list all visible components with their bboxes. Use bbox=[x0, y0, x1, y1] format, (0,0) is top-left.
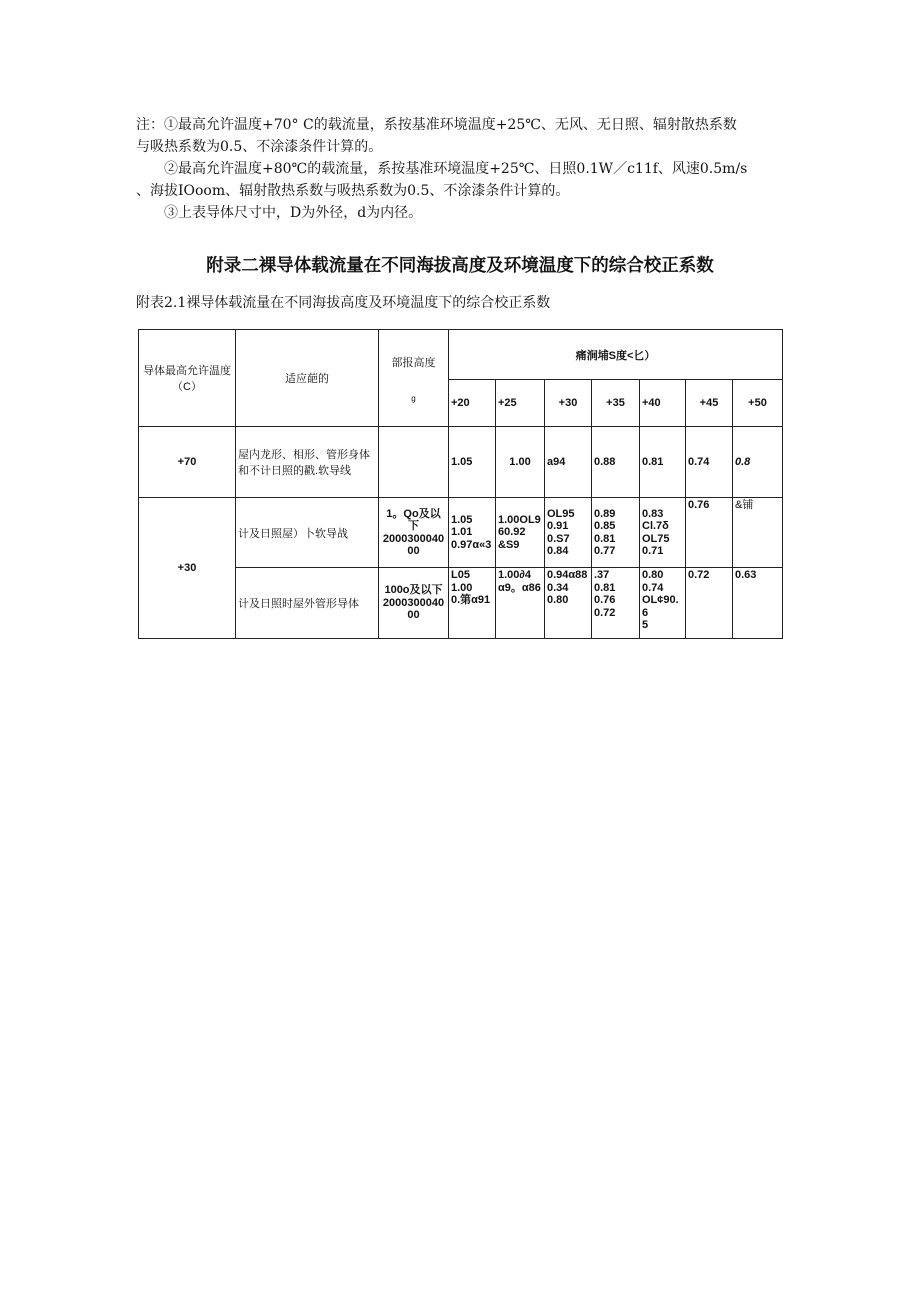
value-cell bbox=[686, 427, 733, 498]
value-cell bbox=[592, 568, 640, 639]
row-scope: 计及日照时屋外管形导体 bbox=[236, 568, 379, 639]
value-cell bbox=[449, 498, 496, 568]
value-line: 1.00 bbox=[451, 581, 473, 594]
value-line: 0.80 bbox=[547, 594, 569, 606]
value-line: 0.89 bbox=[594, 507, 616, 520]
value-line: 0.76 bbox=[688, 499, 710, 511]
value-cell bbox=[640, 427, 686, 498]
value-cell bbox=[545, 427, 592, 498]
value-line: 0.8 bbox=[735, 455, 751, 468]
value-cell bbox=[545, 498, 592, 568]
note-1-line-1: 注：①最高允许温度+70° C的载流量，系按基准环境温度+25℃、无风、无日照、辐射散热系数 bbox=[136, 117, 737, 133]
value-line: 0.74 bbox=[688, 455, 710, 468]
value-cell bbox=[449, 427, 496, 498]
header-env-temp: +50 bbox=[733, 380, 783, 427]
value-cell bbox=[686, 498, 733, 568]
header-altitude bbox=[379, 330, 449, 427]
value-cell bbox=[592, 427, 640, 498]
value-cell bbox=[496, 498, 545, 568]
value-line: 1.00OL9 bbox=[498, 513, 541, 526]
value-line: 0.72 bbox=[688, 569, 710, 581]
row-max-temp: +30 bbox=[139, 498, 236, 639]
value-line: 0.85 bbox=[594, 520, 616, 532]
note-1-line-2: 与吸热系数为0.5、不涂漆条件计算的。 bbox=[136, 139, 383, 155]
header-scope: 适应葩的 bbox=[236, 330, 379, 427]
value-line: 0.第α91 bbox=[451, 594, 491, 606]
value-line: 0.91 bbox=[547, 520, 569, 532]
value-line: OL75 bbox=[642, 532, 670, 545]
notes-block bbox=[136, 114, 786, 224]
header-env-temp: +25 bbox=[496, 380, 545, 427]
header-env-temp: +45 bbox=[686, 380, 733, 427]
value-line: 0.97α«3 bbox=[451, 538, 492, 551]
value-line: 0.81 bbox=[594, 581, 616, 594]
value-line: α9。α86 bbox=[498, 581, 541, 594]
value-line: 0.81 bbox=[594, 532, 616, 545]
altitude-line: 100o及以下 bbox=[384, 584, 443, 597]
value-cell bbox=[640, 568, 686, 639]
row-scope: 计及日照屋）卜软导战 bbox=[236, 498, 379, 568]
note-3: ③上表导体尺寸中，D为外径，d为内径。 bbox=[164, 205, 423, 221]
row-max-temp: +70 bbox=[139, 427, 236, 498]
value-line: 0.63 bbox=[735, 569, 757, 581]
header-env-temp: +30 bbox=[545, 380, 592, 427]
value-line: 60.92 bbox=[498, 526, 526, 539]
value-line: &铺 bbox=[735, 499, 754, 511]
altitude-line: 00 bbox=[407, 545, 420, 557]
value-line: 0.S7 bbox=[547, 532, 570, 545]
value-line: OL¢90.6 bbox=[642, 594, 679, 619]
altitude-line: 00 bbox=[407, 609, 420, 622]
header-altitude-label: 部报高度 bbox=[391, 356, 436, 369]
value-line: 1.05 bbox=[451, 455, 473, 468]
value-line: 0.84 bbox=[547, 545, 569, 557]
value-line: 0.34 bbox=[547, 581, 569, 594]
note-2-line-1: ②最高允许温度+80℃的载流量，系按基准环境温度+25℃、日照0.1W／c11f、风速0.5m/s bbox=[164, 161, 748, 177]
value-cell bbox=[733, 427, 783, 498]
value-line: 1.05 bbox=[451, 513, 473, 526]
value-line: OL95 bbox=[547, 507, 575, 520]
value-cell bbox=[545, 568, 592, 639]
value-cell bbox=[496, 427, 545, 498]
value-cell bbox=[449, 568, 496, 639]
value-line: 0.81 bbox=[642, 455, 664, 468]
value-line: 0.80 bbox=[642, 569, 664, 581]
value-cell bbox=[733, 568, 783, 639]
value-line: 1.00∂4 bbox=[498, 569, 531, 581]
header-env-temp: +40 bbox=[640, 380, 686, 427]
value-line: 0.72 bbox=[594, 606, 616, 619]
value-line: .37 bbox=[594, 569, 610, 581]
value-cell bbox=[686, 568, 733, 639]
header-conductor-temp: 导体最高允许温度（C） bbox=[139, 330, 236, 427]
row-altitude bbox=[379, 427, 449, 498]
value-line: L05 bbox=[451, 569, 470, 581]
value-line: 1.00 bbox=[509, 455, 531, 468]
altitude-line: 1。Qo及以下 bbox=[386, 507, 441, 532]
value-cell bbox=[592, 498, 640, 568]
value-line: 0.88 bbox=[594, 455, 616, 468]
row-scope: 屋内龙形、相形、管形身体和不计日照的戳.软导线 bbox=[236, 427, 379, 498]
value-cell bbox=[733, 498, 783, 568]
value-line: 0.83 bbox=[642, 507, 664, 520]
header-env-temp: +20 bbox=[449, 380, 496, 427]
value-cell bbox=[496, 568, 545, 639]
value-line: a94 bbox=[547, 455, 566, 468]
correction-table bbox=[138, 329, 783, 639]
value-cell bbox=[640, 498, 686, 568]
value-line: 0.76 bbox=[594, 594, 616, 606]
row-altitude bbox=[379, 498, 449, 568]
value-line: Cl.7δ bbox=[642, 520, 669, 532]
value-line: 0.71 bbox=[642, 545, 664, 557]
value-line: 0.74 bbox=[642, 581, 664, 594]
table-caption: 附表2.1裸导体载流量在不同海拔高度及环境温度下的综合校正系数 bbox=[136, 295, 551, 311]
altitude-line: 2000300040 bbox=[382, 532, 445, 545]
value-line: 0.77 bbox=[594, 545, 616, 557]
header-altitude-unit: g bbox=[411, 393, 416, 403]
header-env-temp-group: 痛涧埔S度<匕） bbox=[449, 330, 783, 380]
value-line: 0.94α88 bbox=[547, 569, 588, 581]
header-env-temp: +35 bbox=[592, 380, 640, 427]
value-line: 5 bbox=[642, 619, 649, 631]
value-line: &S9 bbox=[498, 538, 520, 551]
appendix-title: 附录二裸导体载流量在不同海拔高度及环境温度下的综合校正系数 bbox=[206, 256, 714, 276]
row-altitude bbox=[379, 568, 449, 639]
value-line: 1.01 bbox=[451, 526, 473, 539]
note-2-line-2: 、海拔IOoom、辐射散热系数与吸热系数为0.5、不涂漆条件计算的。 bbox=[136, 183, 570, 199]
altitude-line: 2000300040 bbox=[382, 596, 445, 609]
